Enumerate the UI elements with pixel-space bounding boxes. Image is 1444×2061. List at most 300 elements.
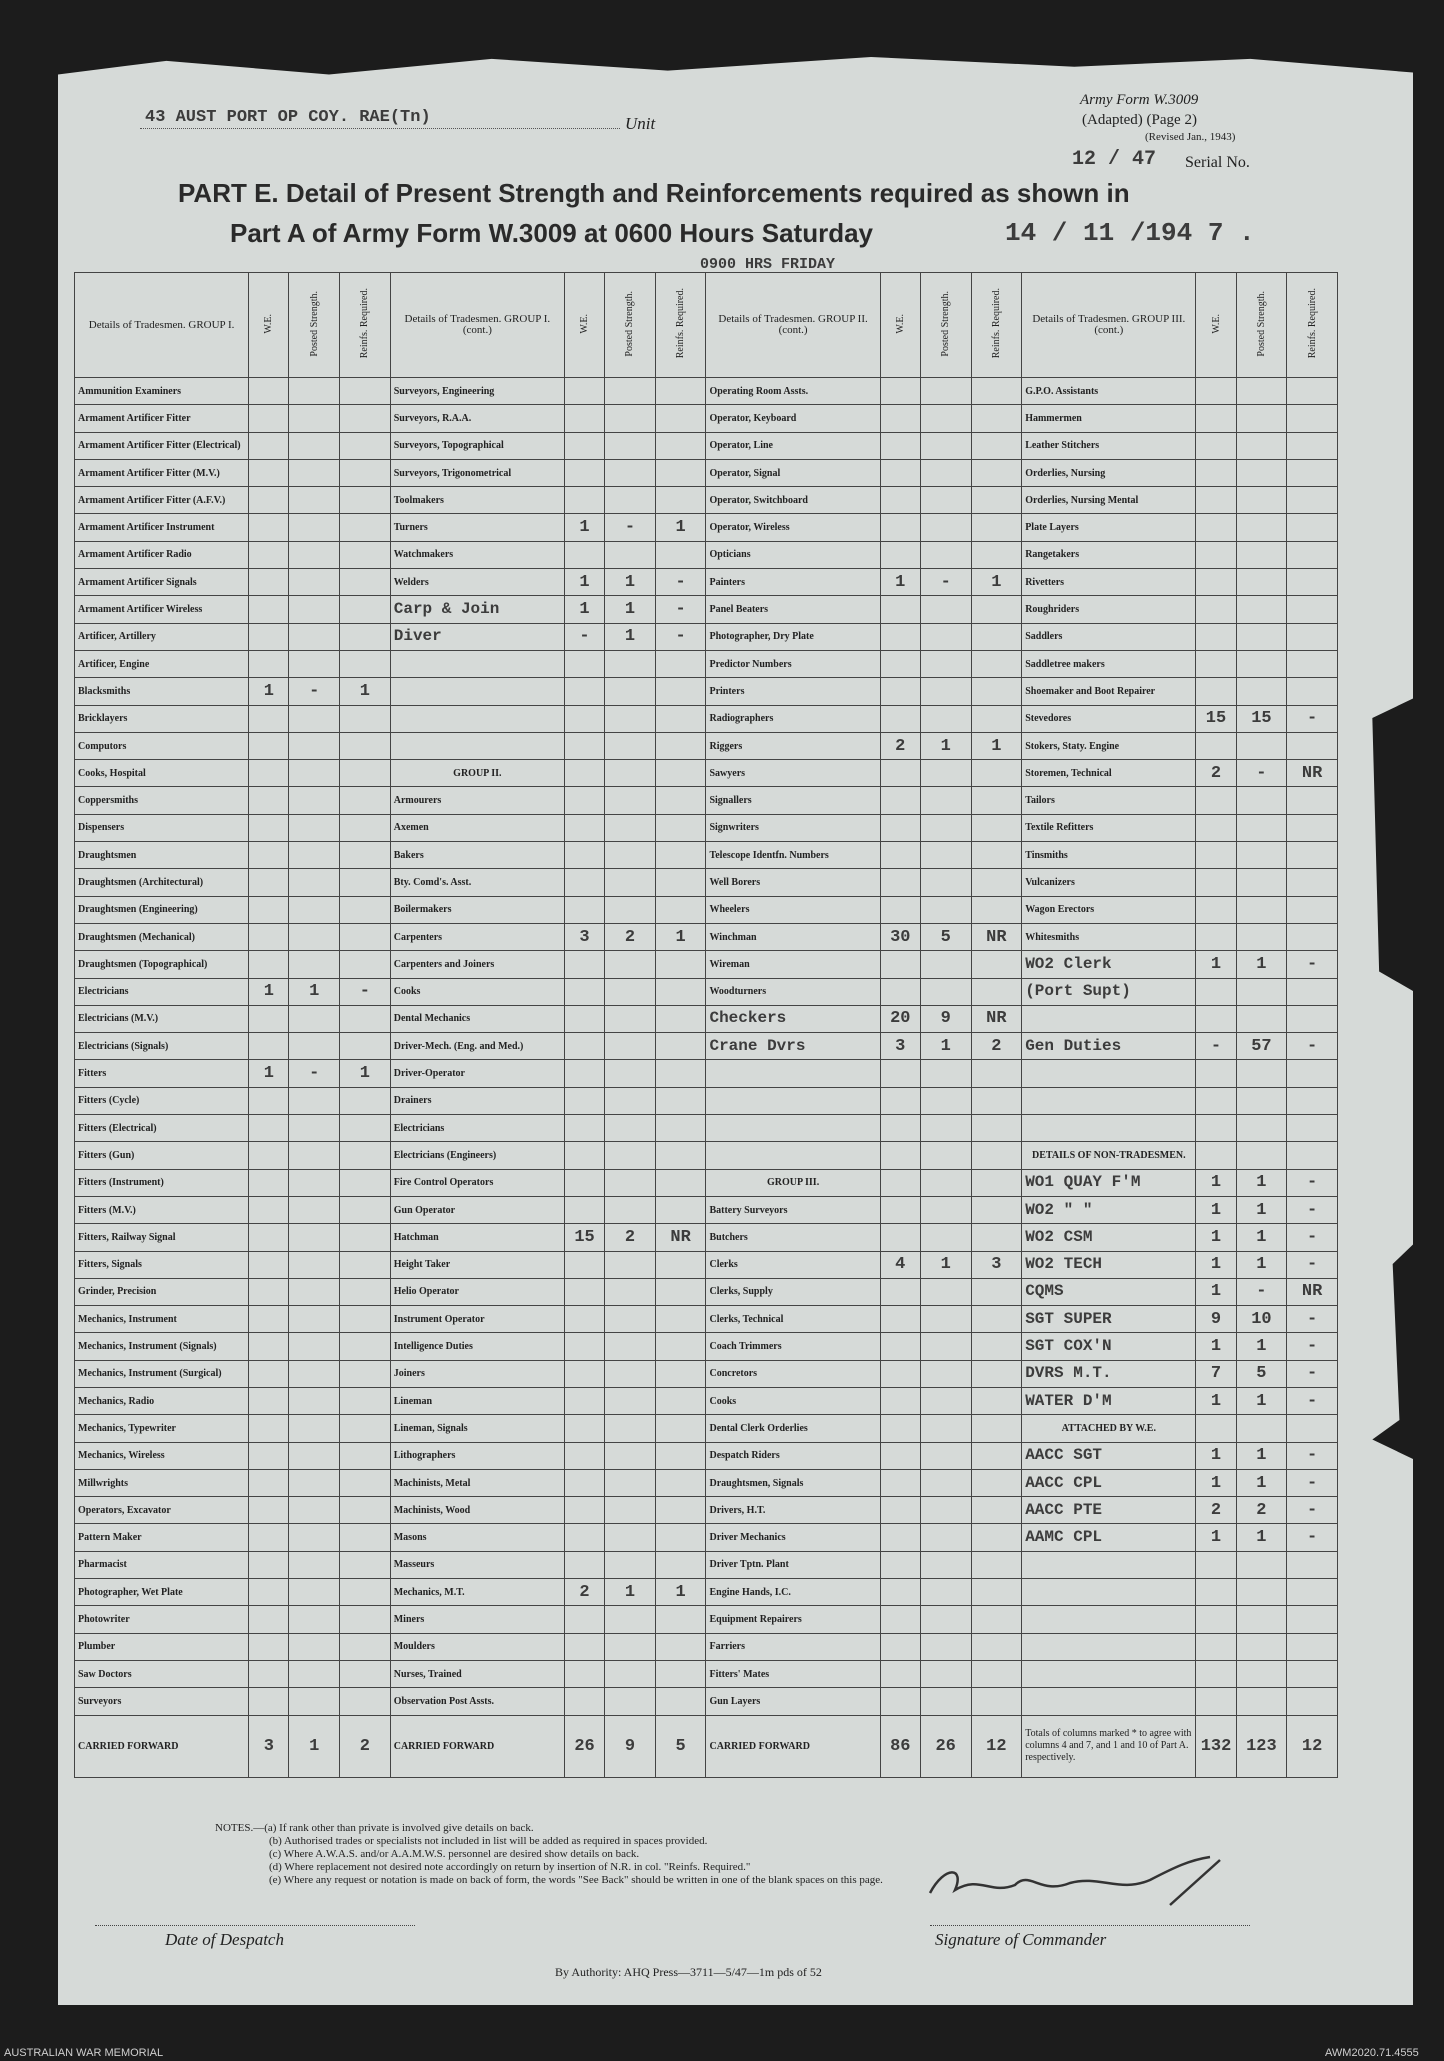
count-cell [971, 459, 1022, 486]
count-cell [1196, 596, 1236, 623]
count-cell [920, 432, 971, 459]
trade-label: GROUP III. [706, 1169, 880, 1196]
count-cell [249, 1196, 289, 1223]
count-cell [249, 1169, 289, 1196]
table-row [75, 1005, 1338, 1032]
count-cell [655, 1196, 706, 1223]
trade-label: Equipment Repairers [706, 1606, 880, 1633]
count-cell [289, 1606, 340, 1633]
count-cell [340, 1360, 391, 1387]
trade-label: Mechanics, Instrument (Surgical) [75, 1360, 249, 1387]
count-cell [1287, 1115, 1338, 1142]
trade-label: Carpenters [390, 923, 564, 950]
count-cell [920, 1551, 971, 1578]
count-cell [971, 650, 1022, 677]
count-cell [920, 1360, 971, 1387]
correction-typed: 0900 HRS FRIDAY [700, 256, 836, 273]
count-cell: - [1287, 1387, 1338, 1414]
count-cell: 57 [1236, 1033, 1287, 1060]
count-cell: 1 [655, 923, 706, 950]
trade-label [1022, 1060, 1196, 1087]
table-row [75, 1633, 1338, 1660]
trade-label: Hatchman [390, 1224, 564, 1251]
trade-label: Draughtsmen (Mechanical) [75, 923, 249, 950]
count-cell: 2 [605, 1224, 656, 1251]
count-cell [605, 1606, 656, 1633]
count-cell [340, 1387, 391, 1414]
table-row [75, 705, 1338, 732]
count-cell [655, 1060, 706, 1087]
count-cell [1236, 1688, 1287, 1715]
trade-label [706, 1087, 880, 1114]
count-cell [605, 1633, 656, 1660]
count-cell: NR [655, 1224, 706, 1251]
trade-label: Vulcanizers [1022, 869, 1196, 896]
count-cell [655, 1115, 706, 1142]
count-cell [920, 1169, 971, 1196]
posted-head: Posted Strength. [289, 273, 340, 378]
total-cell: 12 [971, 1715, 1022, 1777]
count-cell [880, 951, 920, 978]
trade-label [1022, 1688, 1196, 1715]
table-row [75, 923, 1338, 950]
count-cell [880, 1142, 920, 1169]
count-cell [340, 1442, 391, 1469]
count-cell [564, 787, 604, 814]
trade-label: Tailors [1022, 787, 1196, 814]
count-cell [920, 1660, 971, 1687]
count-cell: - [605, 514, 656, 541]
trade-label [1022, 1115, 1196, 1142]
table-row [75, 1469, 1338, 1496]
form-line1: Army Form W.3009 [1080, 92, 1199, 108]
count-cell [655, 1688, 706, 1715]
count-cell: - [1236, 1278, 1287, 1305]
count-cell: 5 [920, 923, 971, 950]
trade-label: Dental Clerk Orderlies [706, 1415, 880, 1442]
signature-line [930, 1925, 1250, 1926]
count-cell [249, 459, 289, 486]
trade-label: Coppersmiths [75, 787, 249, 814]
header-row [75, 273, 1338, 378]
count-cell [1236, 514, 1287, 541]
count-cell [605, 1033, 656, 1060]
count-cell: - [1287, 1524, 1338, 1551]
table-row [75, 1524, 1338, 1551]
count-cell [564, 978, 604, 1005]
count-cell [289, 842, 340, 869]
count-cell [880, 814, 920, 841]
count-cell: - [655, 596, 706, 623]
table-row [75, 650, 1338, 677]
count-cell: 1 [340, 1060, 391, 1087]
count-cell [340, 1115, 391, 1142]
count-cell: 1 [1196, 1469, 1236, 1496]
trade-label: Signwriters [706, 814, 880, 841]
count-cell [920, 1688, 971, 1715]
count-cell [920, 1387, 971, 1414]
count-cell [1196, 623, 1236, 650]
count-cell [1287, 1087, 1338, 1114]
count-cell [564, 678, 604, 705]
trade-label: Checkers [706, 1005, 880, 1032]
count-cell: 1 [1196, 1224, 1236, 1251]
count-cell [880, 1606, 920, 1633]
count-cell [249, 541, 289, 568]
trade-label: SGT SUPER [1022, 1306, 1196, 1333]
trade-label: Photowriter [75, 1606, 249, 1633]
total-cell: 9 [605, 1715, 656, 1777]
count-cell [564, 650, 604, 677]
trade-label: Orderlies, Nursing [1022, 459, 1196, 486]
trade-label: Cooks [706, 1387, 880, 1414]
count-cell [340, 432, 391, 459]
count-cell [1196, 814, 1236, 841]
trade-label: Ammunition Examiners [75, 378, 249, 405]
table-row [75, 869, 1338, 896]
trade-label [390, 650, 564, 677]
table-row [75, 459, 1338, 486]
trade-label: Computors [75, 732, 249, 759]
count-cell: - [1287, 1497, 1338, 1524]
count-cell [1287, 569, 1338, 596]
count-cell: 30 [880, 923, 920, 950]
count-cell [605, 1360, 656, 1387]
count-cell [920, 1060, 971, 1087]
trade-label: Fitters, Signals [75, 1251, 249, 1278]
table-row [75, 1442, 1338, 1469]
count-cell [289, 541, 340, 568]
table-row [75, 787, 1338, 814]
count-cell: - [1287, 1224, 1338, 1251]
trade-label: Driver Tptn. Plant [706, 1551, 880, 1578]
count-cell [655, 1387, 706, 1414]
trade-label: Pharmacist [75, 1551, 249, 1578]
count-cell [920, 842, 971, 869]
count-cell [971, 978, 1022, 1005]
table-row [75, 1033, 1338, 1060]
posted-head: Posted Strength. [605, 273, 656, 378]
count-cell [249, 1115, 289, 1142]
count-cell [971, 1497, 1022, 1524]
total-cell: 3 [249, 1715, 289, 1777]
count-cell: 10 [1236, 1306, 1287, 1333]
count-cell [920, 541, 971, 568]
title-line2: Part A of Army Form W.3009 at 0600 Hours Saturday [230, 218, 873, 248]
trade-label: Armament Artificer Wireless [75, 596, 249, 623]
trade-label: Lineman, Signals [390, 1415, 564, 1442]
count-cell [920, 678, 971, 705]
count-cell [605, 1415, 656, 1442]
count-cell [289, 1087, 340, 1114]
trade-label [390, 678, 564, 705]
trade-label: Engine Hands, I.C. [706, 1579, 880, 1606]
table-row [75, 1224, 1338, 1251]
count-cell [655, 1306, 706, 1333]
count-cell [605, 1524, 656, 1551]
count-cell [564, 760, 604, 787]
trade-label [706, 1060, 880, 1087]
count-cell [1236, 978, 1287, 1005]
count-cell [605, 1087, 656, 1114]
count-cell [880, 623, 920, 650]
count-cell [971, 541, 1022, 568]
trade-label: Armament Artificer Fitter (M.V.) [75, 459, 249, 486]
count-cell [971, 705, 1022, 732]
table-row [75, 951, 1338, 978]
trade-label: Fitters (M.V.) [75, 1196, 249, 1223]
count-cell: 1 [605, 1579, 656, 1606]
count-cell [289, 705, 340, 732]
count-cell [340, 1142, 391, 1169]
table-row [75, 514, 1338, 541]
count-cell [249, 1142, 289, 1169]
trade-label: Stevedores [1022, 705, 1196, 732]
count-cell: NR [1287, 760, 1338, 787]
trade-label: Artificer, Engine [75, 650, 249, 677]
unit-typed: 43 AUST PORT OP COY. RAE(Tn) [145, 108, 431, 127]
count-cell [249, 1333, 289, 1360]
count-cell [1196, 896, 1236, 923]
trade-label: Dental Mechanics [390, 1005, 564, 1032]
count-cell [920, 1224, 971, 1251]
count-cell [880, 1688, 920, 1715]
trade-label: Cooks, Hospital [75, 760, 249, 787]
count-cell [605, 1442, 656, 1469]
count-cell [249, 487, 289, 514]
count-cell [249, 923, 289, 950]
count-cell [920, 596, 971, 623]
count-cell [249, 814, 289, 841]
count-cell [289, 1551, 340, 1578]
table-row [75, 1497, 1338, 1524]
we-head: W.E. [249, 273, 289, 378]
trade-label: WO2 CSM [1022, 1224, 1196, 1251]
count-cell [920, 378, 971, 405]
table-row [75, 1251, 1338, 1278]
trade-label: Drainers [390, 1087, 564, 1114]
count-cell [340, 1497, 391, 1524]
count-cell [289, 459, 340, 486]
count-cell [655, 1551, 706, 1578]
trade-label: Blacksmiths [75, 678, 249, 705]
count-cell [880, 978, 920, 1005]
count-cell [1287, 1660, 1338, 1687]
count-cell [880, 1633, 920, 1660]
count-cell [1236, 569, 1287, 596]
trade-label: Telescope Identfn. Numbers [706, 842, 880, 869]
count-cell [289, 787, 340, 814]
count-cell: 2 [1196, 1497, 1236, 1524]
trade-label: Grinder, Precision [75, 1278, 249, 1305]
trade-label: Mechanics, Instrument [75, 1306, 249, 1333]
count-cell: 9 [1196, 1306, 1236, 1333]
count-cell: 1 [1196, 1333, 1236, 1360]
count-cell: - [1287, 1306, 1338, 1333]
cf-label: CARRIED FORWARD [75, 1715, 249, 1777]
table-row [75, 1360, 1338, 1387]
trade-label: AACC PTE [1022, 1497, 1196, 1524]
count-cell [289, 1278, 340, 1305]
count-cell [880, 1469, 920, 1496]
count-cell [880, 1387, 920, 1414]
count-cell [564, 1087, 604, 1114]
count-cell [655, 650, 706, 677]
count-cell [289, 1005, 340, 1032]
count-cell: - [1287, 705, 1338, 732]
trade-label: Fitters' Mates [706, 1660, 880, 1687]
count-cell [249, 1087, 289, 1114]
we-head: W.E. [1196, 273, 1236, 378]
count-cell [971, 1278, 1022, 1305]
count-cell [1287, 623, 1338, 650]
count-cell [289, 1660, 340, 1687]
count-cell [289, 487, 340, 514]
count-cell [1196, 514, 1236, 541]
count-cell [1236, 1142, 1287, 1169]
trade-label: AACC CPL [1022, 1469, 1196, 1496]
count-cell [1196, 378, 1236, 405]
count-cell [1196, 869, 1236, 896]
count-cell [880, 1333, 920, 1360]
trade-label: GROUP II. [390, 760, 564, 787]
table-row [75, 1688, 1338, 1715]
trade-label: Wireman [706, 951, 880, 978]
count-cell: 1 [289, 978, 340, 1005]
count-cell [340, 459, 391, 486]
count-cell [880, 378, 920, 405]
count-cell [971, 432, 1022, 459]
trade-label: Intelligence Duties [390, 1333, 564, 1360]
trade-label: WO2 Clerk [1022, 951, 1196, 978]
count-cell [249, 596, 289, 623]
trade-label: Operators, Excavator [75, 1497, 249, 1524]
count-cell [1236, 923, 1287, 950]
trade-label: Draughtsmen (Architectural) [75, 869, 249, 896]
count-cell [655, 814, 706, 841]
count-cell [920, 623, 971, 650]
count-cell: 1 [1236, 1469, 1287, 1496]
note-line: (d) Where replacement not desired note accordingly on return by insertion of N.R. in col. "Reinfs. Required." [269, 1861, 751, 1873]
count-cell: 1 [920, 732, 971, 759]
trade-label: Operator, Wireless [706, 514, 880, 541]
count-cell [249, 1606, 289, 1633]
count-cell [605, 1333, 656, 1360]
trade-label: Mechanics, M.T. [390, 1579, 564, 1606]
reinfs-head: Reinfs. Required. [655, 273, 706, 378]
trade-label: Height Taker [390, 1251, 564, 1278]
count-cell [655, 1360, 706, 1387]
count-cell [564, 1005, 604, 1032]
table-row [75, 678, 1338, 705]
count-cell [1287, 1005, 1338, 1032]
count-cell [880, 487, 920, 514]
count-cell [249, 1278, 289, 1305]
count-cell [249, 1415, 289, 1442]
table-row [75, 1551, 1338, 1578]
table-row [75, 842, 1338, 869]
count-cell: 1 [249, 978, 289, 1005]
count-cell: - [655, 623, 706, 650]
despatch-line [95, 1925, 415, 1926]
count-cell [564, 1633, 604, 1660]
trade-label: Masons [390, 1524, 564, 1551]
count-cell: 2 [971, 1033, 1022, 1060]
count-cell [289, 569, 340, 596]
trade-label: Electricians (Engineers) [390, 1142, 564, 1169]
count-cell [1287, 678, 1338, 705]
count-cell: 2 [564, 1579, 604, 1606]
count-cell [655, 787, 706, 814]
count-cell [920, 1415, 971, 1442]
count-cell [564, 814, 604, 841]
trade-label: WO2 TECH [1022, 1251, 1196, 1278]
count-cell: 1 [1196, 1278, 1236, 1305]
count-cell [564, 1278, 604, 1305]
trade-label: SGT COX'N [1022, 1333, 1196, 1360]
count-cell [249, 1033, 289, 1060]
table-row [75, 1278, 1338, 1305]
trade-label: Surveyors, Trigonometrical [390, 459, 564, 486]
count-cell [920, 869, 971, 896]
count-cell [289, 1169, 340, 1196]
count-cell: 1 [605, 569, 656, 596]
count-cell [971, 1224, 1022, 1251]
count-cell [920, 951, 971, 978]
count-cell [605, 842, 656, 869]
trade-label: Electricians [75, 978, 249, 1005]
trade-label: Bty. Comd's. Asst. [390, 869, 564, 896]
count-cell [605, 732, 656, 759]
count-cell: 2 [605, 923, 656, 950]
count-cell [1287, 405, 1338, 432]
count-cell: 1 [1236, 1196, 1287, 1223]
trade-label: Surveyors [75, 1688, 249, 1715]
count-cell [289, 923, 340, 950]
count-cell [249, 760, 289, 787]
count-cell [340, 569, 391, 596]
trade-label: Clerks, Supply [706, 1278, 880, 1305]
trade-label: Hammermen [1022, 405, 1196, 432]
trade-label: Turners [390, 514, 564, 541]
count-cell [971, 1442, 1022, 1469]
trade-label: WO1 QUAY F'M [1022, 1169, 1196, 1196]
count-cell: - [1236, 760, 1287, 787]
count-cell [880, 1306, 920, 1333]
count-cell [564, 1060, 604, 1087]
count-cell [249, 1660, 289, 1687]
count-cell [605, 1169, 656, 1196]
trade-label [1022, 1087, 1196, 1114]
count-cell [564, 1033, 604, 1060]
count-cell [920, 760, 971, 787]
table-row [75, 405, 1338, 432]
count-cell [249, 896, 289, 923]
count-cell [1236, 896, 1287, 923]
count-cell: - [1287, 1169, 1338, 1196]
count-cell [564, 378, 604, 405]
count-cell [655, 1633, 706, 1660]
count-cell [249, 378, 289, 405]
count-cell [340, 1278, 391, 1305]
count-cell [564, 1469, 604, 1496]
trade-label: Fitters (Cycle) [75, 1087, 249, 1114]
count-cell [249, 405, 289, 432]
trade-label: Saw Doctors [75, 1660, 249, 1687]
count-cell [920, 787, 971, 814]
count-cell [605, 1469, 656, 1496]
trade-label: Fitters (Instrument) [75, 1169, 249, 1196]
